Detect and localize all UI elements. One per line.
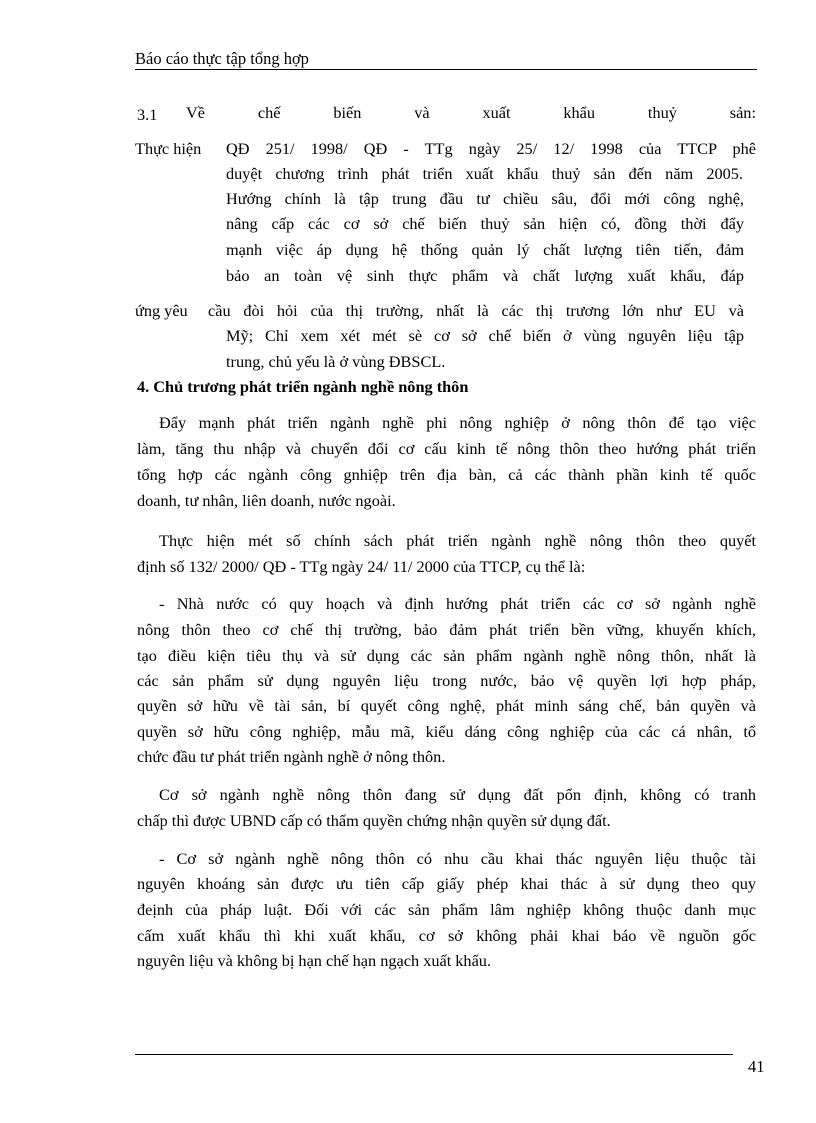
bullet-line: quyền sở hữu công nghiệp, mẫu mã, kiểu dáng công nghiệp của các cá nhân, tổ: [137, 722, 756, 741]
section-3-1-line: Mỹ; Chỉ xem xét mét sè cơ sở chế biến ở vùng nguyên liệu tập: [226, 326, 744, 345]
title-word: biến: [333, 103, 362, 122]
bullet-line: nguyên khoáng sản được ưu tiên cấp giấy phép khai thác à sử dụng theo quy: [137, 874, 756, 893]
section-3-1-lead: Thực hiện: [135, 139, 202, 158]
section-3-1-number: 3.1: [137, 105, 158, 124]
section-3-1-line: duyệt chương trình phát triển xuất khẩu thuỷ sản đến năm 2005.: [226, 164, 743, 183]
title-word: xuất: [482, 103, 511, 122]
bullet-line: nguyên liệu và không bị hạn chế hạn ngạch xuất khẩu.: [137, 951, 492, 970]
bullet-line: tạo điều kiện tiêu thụ và sử dụng các sản phẩm ngành nghề nông thôn, nhất là: [137, 646, 756, 665]
paragraph-line: định số 132/ 2000/ QĐ - TTg ngày 24/ 11/ 2000 của TTCP, cụ thể là:: [137, 557, 586, 576]
header-title: Báo cáo thực tập tổng hợp: [135, 49, 309, 68]
paragraph-line: làm, tăng thu nhập và chuyển đổi cơ cấu kinh tế nông thôn theo hướng phát triển: [137, 439, 756, 458]
bullet-line: cấm xuất khẩu thì khi xuất khẩu, cơ sở không phải khai báo về nguồn gốc: [137, 926, 756, 945]
section-3-1-lead-2: ứng yêu: [135, 301, 188, 320]
section-3-1-line: mạnh việc áp dụng hệ thống quản lý chất lượng tiên tiến, đảm: [226, 240, 744, 259]
header-rule: [135, 69, 757, 70]
title-word: chế: [257, 103, 281, 122]
footer-rule: [135, 1054, 733, 1055]
bullet-line: - Cơ sở ngành nghề nông thôn có nhu cầu khai thác nguyên liệu thuộc tài: [159, 849, 756, 868]
bullet-line: - Nhà nước có quy hoạch và định hướng phát triển các cơ sở ngành nghề: [159, 594, 756, 613]
title-word: và: [414, 103, 430, 122]
bullet-line: chức đầu tư phát triển ngành nghề ở nông thôn.: [137, 747, 446, 766]
title-word: sản:: [729, 103, 756, 122]
section-3-1-line: Hướng chính là tập trung đầu tư chiều sâu, đổi mới công nghệ,: [226, 189, 744, 208]
paragraph-line: tổng hợp các ngành công gnhiệp trên địa bàn, cả các thành phần kinh tế quốc: [137, 465, 756, 484]
paragraph-line: Đẩy mạnh phát triển ngành nghề phi nông nghiệp ở nông thôn để tạo việc: [159, 413, 756, 432]
section-3-1-line: nâng cấp các cơ sở chế biến thuỷ sản hiện có, đồng thời đẩy: [226, 214, 744, 233]
bullet-line: các sản phẩm sử dụng nguyên liệu trong nước, bảo vệ quyền lợi hợp pháp,: [137, 671, 756, 690]
title-word: Về: [186, 103, 205, 122]
title-word: thuỷ: [647, 103, 677, 122]
title-word: khẩu: [563, 103, 596, 122]
section-3-1-line: bảo an toàn vệ sinh thực phẩm và chất lượng xuất khẩu, đáp: [226, 266, 744, 285]
section-4-heading: 4. Chủ trương phát triển ngành nghề nông thôn: [137, 377, 469, 396]
section-3-1-title: [186, 102, 756, 124]
bullet-line: nông thôn theo cơ chế thị trường, bảo đảm phát triển bền vững, khuyến khích,: [137, 620, 756, 639]
section-3-1-line: QĐ 251/ 1998/ QĐ - TTg ngày 25/ 12/ 1998 của TTCP phê: [226, 139, 756, 158]
paragraph-line: doanh, tư nhân, liên doanh, nước ngoài.: [137, 491, 396, 510]
page-number: 41: [748, 1057, 765, 1076]
bullet-line: quyền sở hữu về tài sản, bí quyết công nghệ, phát minh sáng chế, bản quyền và: [137, 696, 756, 715]
section-3-1-line: trung, chủ yếu là ở vùng ĐBSCL.: [226, 352, 446, 371]
section-3-1-line: cầu đòi hỏi của thị trường, nhất là các thị trương lớn như EU và: [208, 301, 744, 320]
bullet-line: đeịnh của pháp luật. Đối với các sản phẩm lâm nghiệp không thuộc danh mục: [137, 900, 756, 919]
paragraph-line: Cơ sở ngành nghề nông thôn đang sử dụng đất pổn định, không có tranh: [159, 785, 756, 804]
paragraph-line: Thực hiện mét số chính sách phát triển ngành nghề nông thôn theo quyết: [159, 531, 756, 550]
paragraph-line: chấp thì được UBND cấp có thẩm quyền chứng nhận quyền sử dụng đất.: [137, 811, 611, 830]
